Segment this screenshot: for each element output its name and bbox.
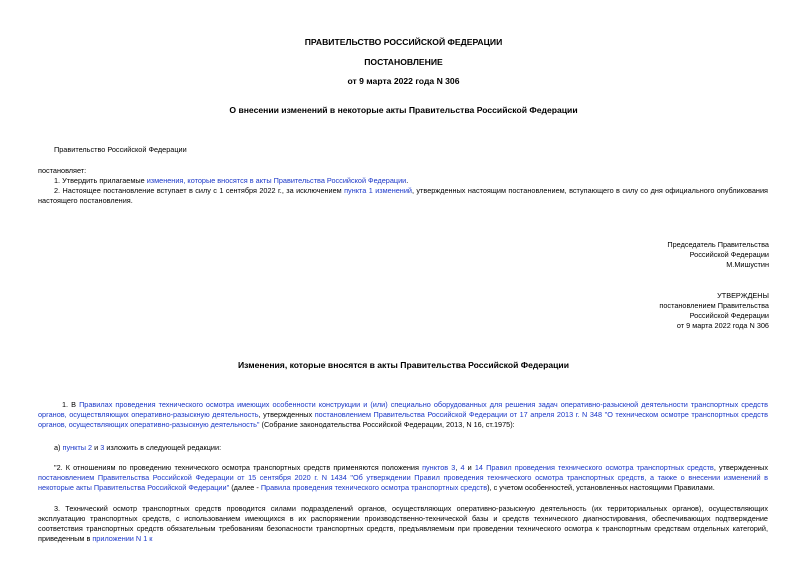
approval-by: постановлением Правительства: [659, 301, 769, 310]
point-4-link[interactable]: 4: [460, 463, 465, 472]
signature-org: Российской Федерации: [689, 250, 769, 259]
signature-block: [667, 240, 769, 270]
and-1: и: [464, 463, 475, 472]
subpoint-a-text: а): [54, 443, 63, 452]
item-1-text: 1. Утвердить прилагаемые: [54, 176, 147, 185]
inspection-rules-link[interactable]: Правила проведения технического осмотра транспортных средств: [260, 483, 488, 492]
subpoint-a: [54, 443, 221, 453]
government-title: ПРАВИТЕЛЬСТВО РОССИЙСКОЙ ФЕДЕРАЦИИ: [304, 37, 503, 47]
points-2-link[interactable]: пункты 2: [62, 443, 93, 452]
changes-title: Изменения, которые вносятся в акты Правительства Российской Федерации: [237, 360, 569, 370]
subpoint-a-and: и: [92, 443, 101, 452]
item-1-end: .: [406, 176, 409, 185]
issuer: Правительство Российской Федерации: [54, 145, 187, 154]
quoted-point-2-end: ), с учетом особенностей, установленных настоящими Правилами.: [487, 483, 715, 492]
point-14-rules-link[interactable]: 14 Правил проведения технического осмотра транспортных средств: [474, 463, 714, 472]
item-2-text: 2. Настоящее постановление вступает в силу с 1 сентября 2022 г., за исключением: [54, 186, 345, 195]
resolution-1434-link[interactable]: постановлением Правительства Российской Федерации от 15 сентября 2020 г. N 1434 "Об утверждении Правил проведения технического осмотра транспортных средств, а также о внесении изменений в некоторые акты Правительства Российской Федерации": [38, 473, 768, 492]
item-2: [38, 186, 768, 206]
decision-word: постановляет:: [38, 166, 87, 175]
changes-link[interactable]: изменения, которые вносятся в акты Правительства Российской Федерации: [146, 176, 407, 185]
subpoint-a-end: изложить в следующей редакции:: [104, 443, 222, 452]
signature-name: М.Мишустин: [726, 260, 769, 269]
approval-org: Российской Федерации: [689, 311, 769, 320]
point-1-link[interactable]: пункта 1 изменений: [344, 186, 412, 195]
change-1-end: (Собрание законодательства Российской Федерации, 2013, N 16, ст.1975):: [259, 420, 515, 429]
change-1-text: 1. В: [62, 400, 80, 409]
quoted-point-2: [38, 463, 768, 493]
approval-block: [659, 291, 769, 331]
item-2-end: , утвержденных настоящим постановлением, вступающего в силу со дня официального опубликования настоящего постановления.: [38, 186, 768, 205]
approval-word: УТВЕРЖДЕНЫ: [717, 291, 769, 300]
approval-date: от 9 марта 2022 года N 306: [676, 321, 769, 330]
document-subject: О внесении изменений в некоторые акты Правительства Российской Федерации: [229, 105, 578, 115]
change-1-mid: , утвержденных: [258, 410, 315, 419]
quoted-point-2-text: "2. К отношениям по проведению технического осмотра транспортных средств применяются положения: [54, 463, 423, 472]
resolution-348-link[interactable]: постановлением Правительства Российской Федерации от 17 апреля 2013 г. N 348 "О техническом осмотре транспортных средств органов, осуществляющих оперативно-разыскную деятельность": [38, 410, 768, 429]
quoted-point-3-text: 3. Технический осмотр транспортных средств проводится силами подразделений органов, осуществляющих оперативно-разыскную деятельность (их территориальных органов), осуществляющих эксплуатацию транспортных средств, с использованием имеющихся в их распоряжении производственно-технической базы и средств технического диагностирования, обеспечивающих подтверждение соответствия транспортных средств обязательным требованиям безопасности транспортных средств, предъявляемым при проведении технического осмотра к транспортным средствам отдельных категорий, приведенным в: [38, 504, 768, 543]
quoted-point-2-mid2: (далее -: [229, 483, 261, 492]
appendix-1-link[interactable]: приложении N 1 к: [92, 534, 153, 543]
comma-1: ,: [455, 463, 461, 472]
change-1: [38, 400, 768, 430]
item-1: [54, 176, 408, 186]
points-3-link[interactable]: пунктов 3: [422, 463, 456, 472]
quoted-point-3: [38, 504, 768, 544]
quoted-point-2-mid: , утвержденных: [713, 463, 769, 472]
document-type: ПОСТАНОВЛЕНИЕ: [364, 57, 443, 67]
signature-position: Председатель Правительства: [667, 240, 769, 249]
document-date: от 9 марта 2022 года N 306: [347, 76, 460, 86]
rules-link[interactable]: Правилах проведения технического осмотра имеющих особенности конструкции и (или) специально оборудованных для решения задач оперативно-разыскной деятельности транспортных средств органов, осуществляющих оперативно-разыскную деятельность: [38, 400, 768, 419]
point-3-link[interactable]: 3: [100, 443, 105, 452]
